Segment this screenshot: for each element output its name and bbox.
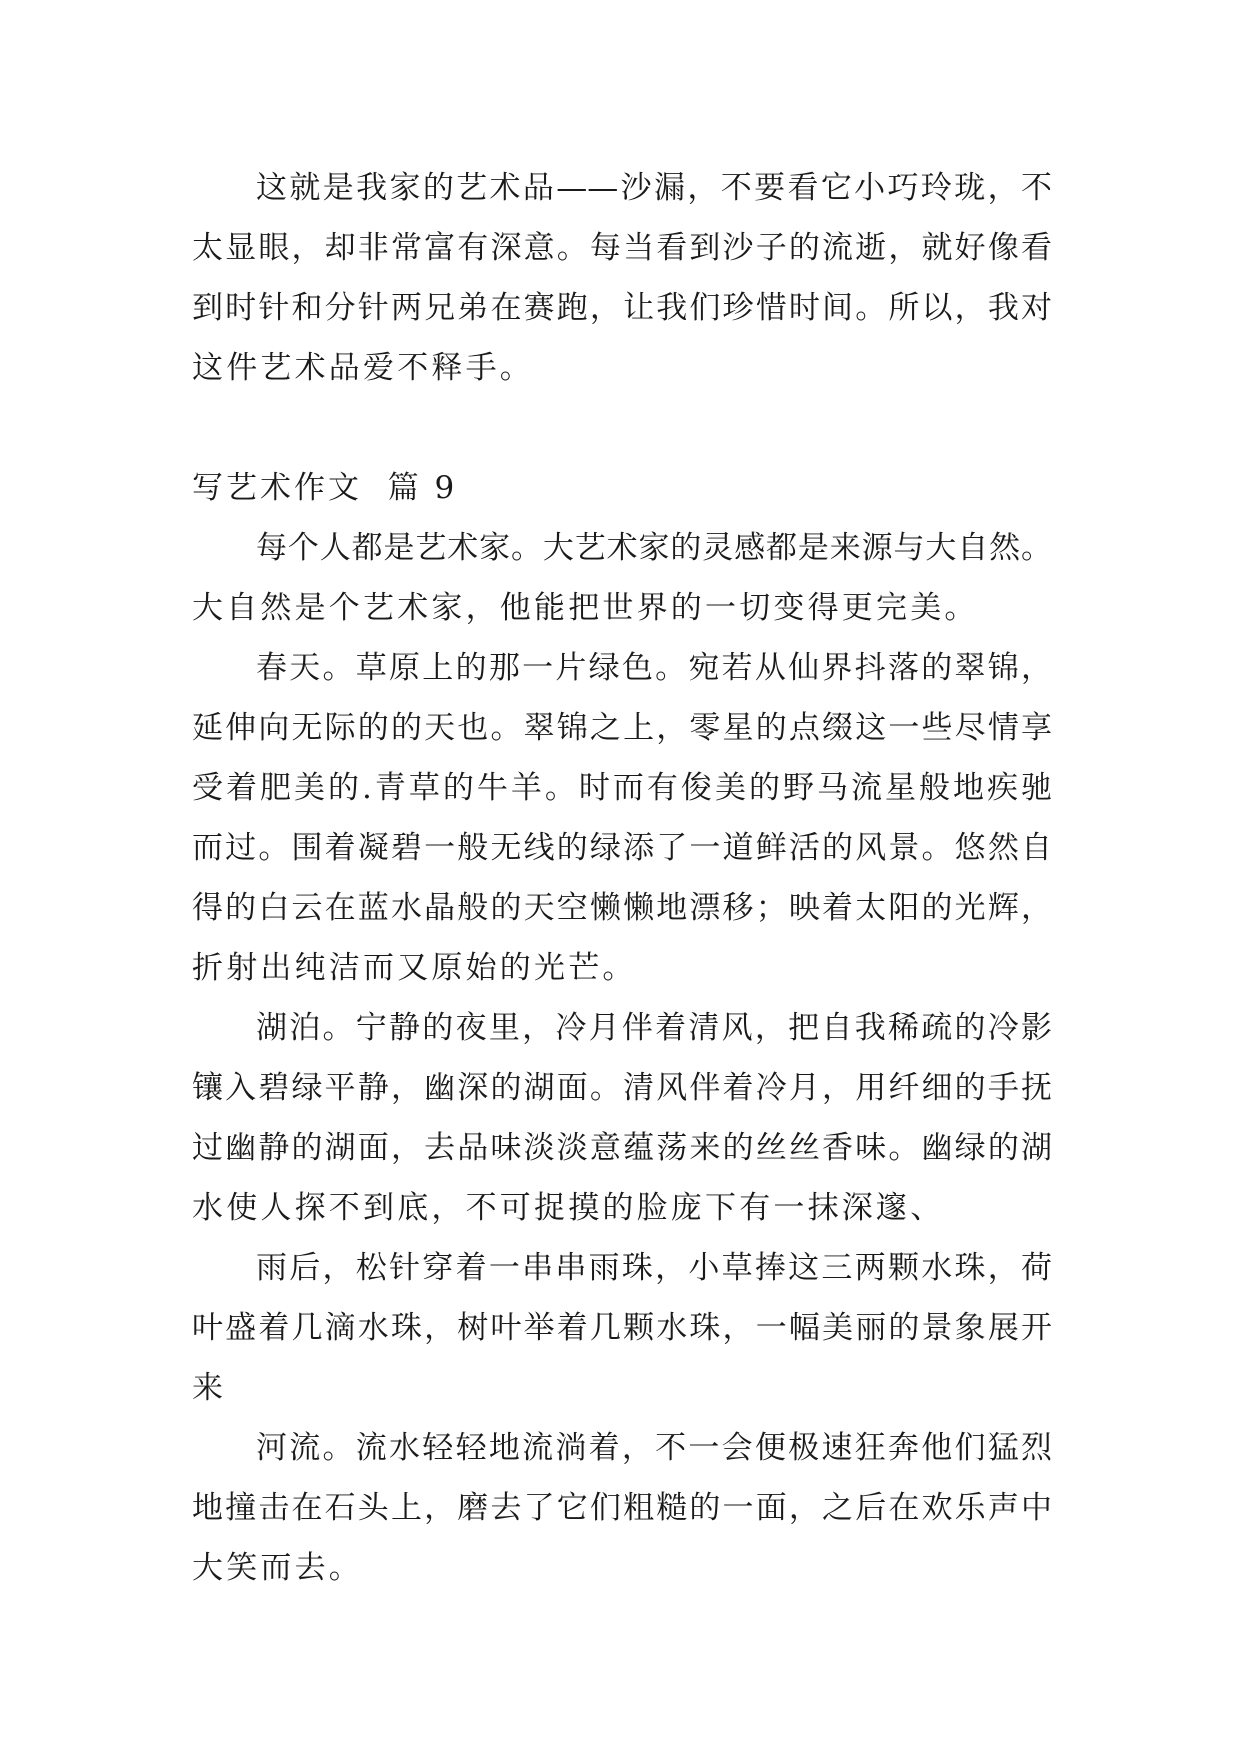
paragraph xyxy=(192,1238,1052,1418)
paragraph xyxy=(192,518,1052,638)
paragraph xyxy=(192,1418,1052,1598)
paragraph-line: 过幽静的湖面，去品味淡淡意蕴荡来的丝丝香味。幽绿的湖 xyxy=(192,1130,1052,1166)
paragraph-line: 而过。围着凝碧一般无线的绿添了一道鲜活的风景。悠然自 xyxy=(192,830,1052,866)
paragraph-line: 这就是我家的艺术品——沙漏，不要看它小巧玲珑，不 xyxy=(256,170,1052,206)
paragraph-line: 受着肥美的.青草的牛羊。时而有俊美的野马流星般地疾驰 xyxy=(192,770,1052,806)
paragraph xyxy=(192,998,1052,1238)
paragraph-line: 地撞击在石头上，磨去了它们粗糙的一面，之后在欢乐声中 xyxy=(192,1490,1052,1526)
paragraph-spacer xyxy=(192,398,1052,458)
paragraph-line: 太显眼，却非常富有深意。每当看到沙子的流逝，就好像看 xyxy=(192,230,1052,266)
paragraph-line: 雨后，松针穿着一串串雨珠，小草捧这三两颗水珠，荷 xyxy=(256,1250,1052,1286)
paragraph-line: 这件艺术品爱不释手。 xyxy=(192,350,534,386)
paragraph-line: 水使人探不到底，不可捉摸的脸庞下有一抹深邃、 xyxy=(192,1190,945,1226)
paragraph-line: 折射出纯洁而又原始的光芒。 xyxy=(192,950,637,986)
paragraph-line: 每个人都是艺术家。大艺术家的灵感都是来源与大自然。 xyxy=(256,530,1052,566)
paragraph-intro xyxy=(192,158,1052,398)
paragraph-line: 延伸向无际的的天也。翠锦之上，零星的点缀这一些尽情享 xyxy=(192,710,1052,746)
paragraph-line: 到时针和分针两兄弟在赛跑，让我们珍惜时间。所以，我对 xyxy=(192,290,1052,326)
paragraph-line: 来 xyxy=(192,1370,227,1406)
paragraph-line: 大自然是个艺术家，他能把世界的一切变得更完美。 xyxy=(192,590,979,626)
paragraph-line: 河流。流水轻轻地流淌着，不一会便极速狂奔他们猛烈 xyxy=(256,1430,1052,1466)
paragraph-line: 春天。草原上的那一片绿色。宛若从仙界抖落的翠锦， xyxy=(256,650,1052,686)
paragraph-line: 大笑而去。 xyxy=(192,1550,363,1586)
paragraph-line: 湖泊。宁静的夜里，冷月伴着清风，把自我稀疏的冷影 xyxy=(256,1010,1052,1046)
paragraph-line: 得的白云在蓝水晶般的天空懒懒地漂移；映着太阳的光辉， xyxy=(192,890,1052,926)
section-heading: 写艺术作文 篇 9 xyxy=(192,470,458,506)
paragraph-line: 叶盛着几滴水珠，树叶举着几颗水珠，一幅美丽的景象展开 xyxy=(192,1310,1052,1346)
document-body xyxy=(192,158,1052,1598)
paragraph-line: 镶入碧绿平静，幽深的湖面。清风伴着冷月，用纤细的手抚 xyxy=(192,1070,1052,1106)
paragraph xyxy=(192,638,1052,998)
